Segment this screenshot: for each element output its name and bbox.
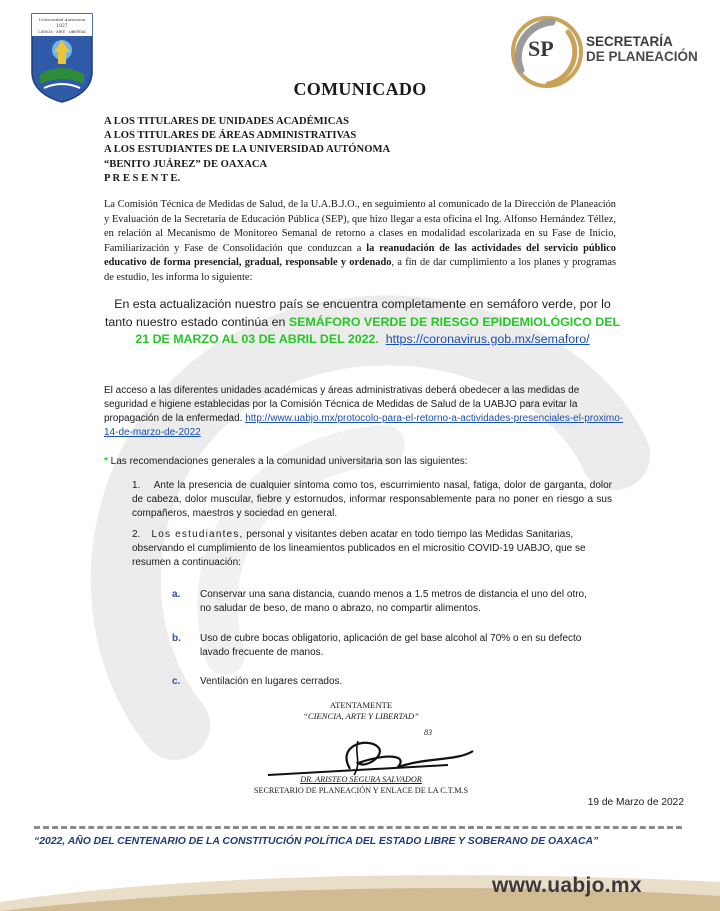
semaforo-text: En esta actualización nuestro país se encuentra completamente en semáforo verde, por lo tanto nuestro estado continúa en: [104, 297, 611, 329]
svg-text:Universidad Autónoma: Universidad Autónoma: [38, 17, 86, 22]
protocol-link[interactable]: http://www.uabjo.mx/protocolo-para-el-retorno-a-actividades-presenciales-el-proximo-14-de-marzo-de-2022: [104, 413, 624, 438]
addressee-line: P R E S E N T E.: [104, 172, 181, 184]
closing-motto: “CIENCIA, ARTE Y LIBERTAD”: [303, 711, 419, 721]
semaforo-highlight: SEMÁFORO VERDE DE RIESGO EPIDEMIOLÓGICO DEL 21 DE MARZO AL 03 DE ABRIL DEL 2022.: [135, 314, 621, 346]
subitem-line: Ventilación en lugares cerrados.: [200, 676, 343, 687]
subitem-line: no saludar de beso, de mano o abrazo, no compartir alimentos.: [200, 603, 481, 614]
svg-text:CIENCIA · ARTE · LIBERTAD: CIENCIA · ARTE · LIBERTAD: [38, 30, 86, 34]
footer-dashed-divider: [34, 826, 682, 829]
subitem: [172, 632, 612, 660]
item-number: 1.: [132, 480, 141, 491]
signer-title: SECRETARIO DE PLANEACIÓN Y ENLACE DE LA C.T.M.S: [253, 785, 469, 795]
secretaria-label: [586, 34, 698, 64]
access-paragraph: [104, 384, 624, 440]
svg-text:1827: 1827: [56, 24, 68, 29]
subitem-letter: b.: [172, 633, 181, 644]
subitem-letter: a.: [172, 589, 181, 600]
item-text: personal y visitantes deben acatar en todo tiempo las Medidas Sanitarias, observando el cumplimiento de los lineamientos publicados en el micrositio COVID-19 UABJO, que se resumen a continuación:: [132, 529, 586, 568]
item-spaced-text: Los estudiantes,: [151, 529, 244, 540]
semaforo-link[interactable]: https://coronavirus.gob.mx/semaforo/: [385, 332, 590, 346]
addressee-block: [104, 115, 390, 186]
intro-paragraph: [104, 198, 616, 285]
subitem-line: Conservar una sana distancia, cuando menos a 1.5 metros de distancia el uno del otro,: [200, 589, 587, 600]
document-date: 19 de Marzo de 2022: [587, 797, 684, 808]
addressee-line: “BENITO JUÁREZ” DE OAXACA: [104, 158, 268, 170]
addressee-line: A LOS TITULARES DE UNIDADES ACADÉMICAS: [104, 116, 349, 127]
list-item: [132, 479, 612, 521]
initials-mark: 83: [424, 728, 432, 737]
intro-text: La Comisión Técnica de Medidas de Salud, de la U.A.B.J.O., en seguimiento al comunicado de la Dirección de Planeación y Evaluación de la Secretaría de Educación Pública (SEP), que hizo llegar a esta oficina el Ing. Alfonso Hernández Téllez, en relación al Mecanismo de Monitoreo Semanal de retorno a clases en modalidad escolarizada en su Fase de Inicio, Familiarización y Fase de Consolidación que conduzcan a: [104, 199, 616, 254]
sp-initials: SP: [528, 36, 554, 61]
secretaria-line2: DE PLANEACIÓN: [586, 49, 698, 64]
closing-line: ATENTAMENTE: [329, 700, 393, 710]
item-text: Ante la presencia de cualquier síntoma como tos, escurrimiento nasal, fatiga, dolor de garganta, dolor de cabeza, dolor muscular, fiebre y estornudos, informar responsablemente para no poner en riesgo a sus compañeros, maestros y sociedad en general.: [132, 480, 612, 519]
footer-motto: “2022, AÑO DEL CENTENARIO DE LA CONSTITUCIÓN POLÍTICA DEL ESTADO LIBRE Y SOBERANO DE OAXACA”: [34, 836, 599, 847]
closing-block: [236, 700, 486, 722]
recommendations-text: Las recomendaciones generales a la comunidad universitaria son las siguientes:: [107, 456, 468, 467]
intro-bold-text: la reanudación de las actividades del servicio público educativo de forma presencial, gradual, responsable y ordenado: [104, 242, 616, 268]
item-number: 2.: [132, 529, 141, 540]
subitem-letter: c.: [172, 676, 181, 687]
recommendations-heading: [104, 455, 624, 469]
website-label[interactable]: www.uabjo.mx: [492, 874, 642, 897]
secretaria-line1: SECRETARÍA: [586, 34, 673, 49]
document-title: COMUNICADO: [293, 79, 427, 99]
semaforo-statement: [100, 296, 625, 349]
addressee-line: A LOS ESTUDIANTES DE LA UNIVERSIDAD AUTÓNOMA: [104, 144, 391, 156]
access-text: El acceso a las diferentes unidades académicas y áreas administrativas deberá obedecer a las medidas de seguridad e higiene establecidas por la Comisión Técnica de Medidas de Salud de la UABJO para evitar la propagación de la enfermedad.: [104, 385, 580, 424]
subitem-line: lavado frecuente de manos.: [200, 647, 324, 658]
list-item: [132, 528, 612, 570]
subitem-line: Uso de cubre bocas obligatorio, aplicación de gel base alcohol al 70% o en su defecto: [200, 633, 582, 644]
recommendations-star: *: [104, 456, 108, 467]
subitem: [172, 588, 612, 616]
signer-name: DR. ARISTEO SEGURA SALVADOR: [300, 775, 422, 784]
addressee-line: A LOS TITULARES DE ÁREAS ADMINISTRATIVAS: [104, 130, 357, 142]
signer-block: [236, 775, 486, 796]
subitem: [172, 675, 612, 689]
intro-end-text: , a fin de dar cumplimiento a los planes y programas de estudio, les informa lo siguiente:: [104, 257, 616, 283]
